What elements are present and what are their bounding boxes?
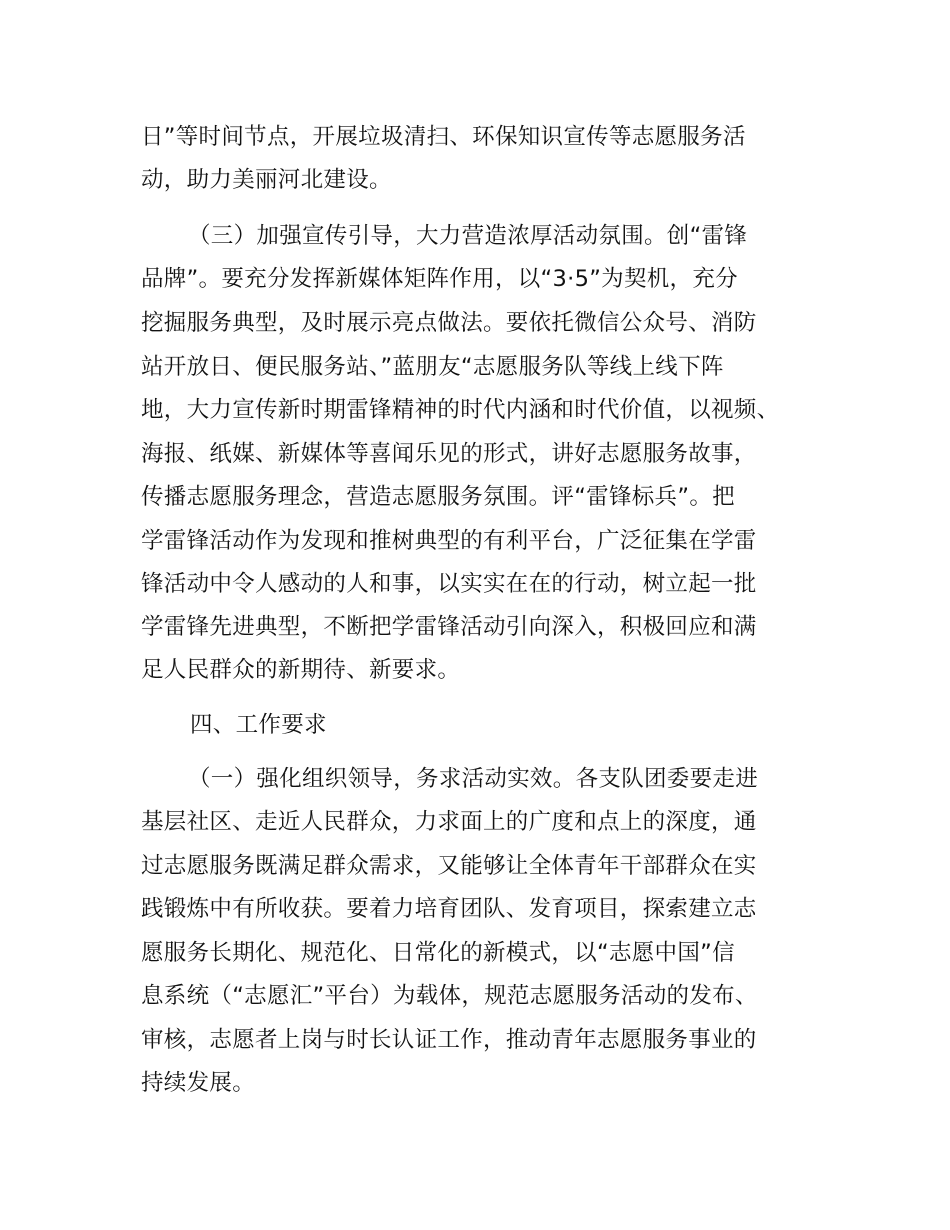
paragraph-line: 审核，志愿者上岗与时长认证工作，推动青年志愿服务事业的	[141, 1027, 757, 1053]
paragraph-line: 海报、纸媒、新媒体等喜闻乐见的形式，讲好志愿服务故事，	[141, 441, 757, 467]
paragraph-line: 品牌”。要充分发挥新媒体矩阵作用，以“3·5”为契机，充分	[141, 266, 738, 292]
paragraph-line: 动，助力美丽河北建设。	[141, 167, 392, 193]
paragraph-line: 学雷锋活动作为发现和推树典型的有利平台，广泛征集在学雷	[141, 528, 757, 554]
paragraph-line: 基层社区、走近人民群众，力求面上的广度和点上的深度，通	[141, 809, 757, 835]
paragraph-line: 过志愿服务既满足群众需求，又能够让全体青年干部群众在实	[141, 853, 757, 879]
paragraph-line: 传播志愿服务理念，营造志愿服务氛围。评“雷锋标兵”。把	[141, 484, 735, 510]
paragraph-line: 践锻炼中有所收获。要着力培育团队、发育项目，探索建立志	[141, 896, 757, 922]
paragraph-line: （一）强化组织领导，务求活动实效。各支队团委要走进	[188, 766, 759, 792]
paragraph-line: 愿服务长期化、规范化、日常化的新模式，以“志愿中国”信	[141, 940, 735, 966]
section-heading: 四、工作要求	[190, 712, 327, 738]
paragraph-line: 持续发展。	[141, 1070, 256, 1096]
paragraph-line: 日”等时间节点，开展垃圾清扫、环保知识宣传等志愿服务活	[141, 124, 746, 150]
paragraph-line: 息系统（“志愿汇”平台）为载体，规范志愿服务活动的发布、	[141, 983, 758, 1009]
paragraph-line: 足人民群众的新期待、新要求。	[141, 657, 461, 683]
paragraph-line: 学雷锋先进典型，不断把学雷锋活动引向深入，积极回应和满	[141, 614, 757, 640]
paragraph-line: （三）加强宣传引导，大力营造浓厚活动氛围。创“雷锋	[188, 223, 748, 249]
paragraph-line: 站开放日、便民服务站、”蓝朋友“志愿服务队等线上线下阵	[141, 354, 724, 380]
paragraph-line: 锋活动中令人感动的人和事，以实实在在的行动，树立起一批	[141, 571, 757, 597]
paragraph-line: 地，大力宣传新时期雷锋精神的时代内涵和时代价值，以视频、	[141, 397, 780, 423]
paragraph-line: 挖掘服务典型，及时展示亮点做法。要依托微信公众号、消防	[141, 310, 757, 336]
